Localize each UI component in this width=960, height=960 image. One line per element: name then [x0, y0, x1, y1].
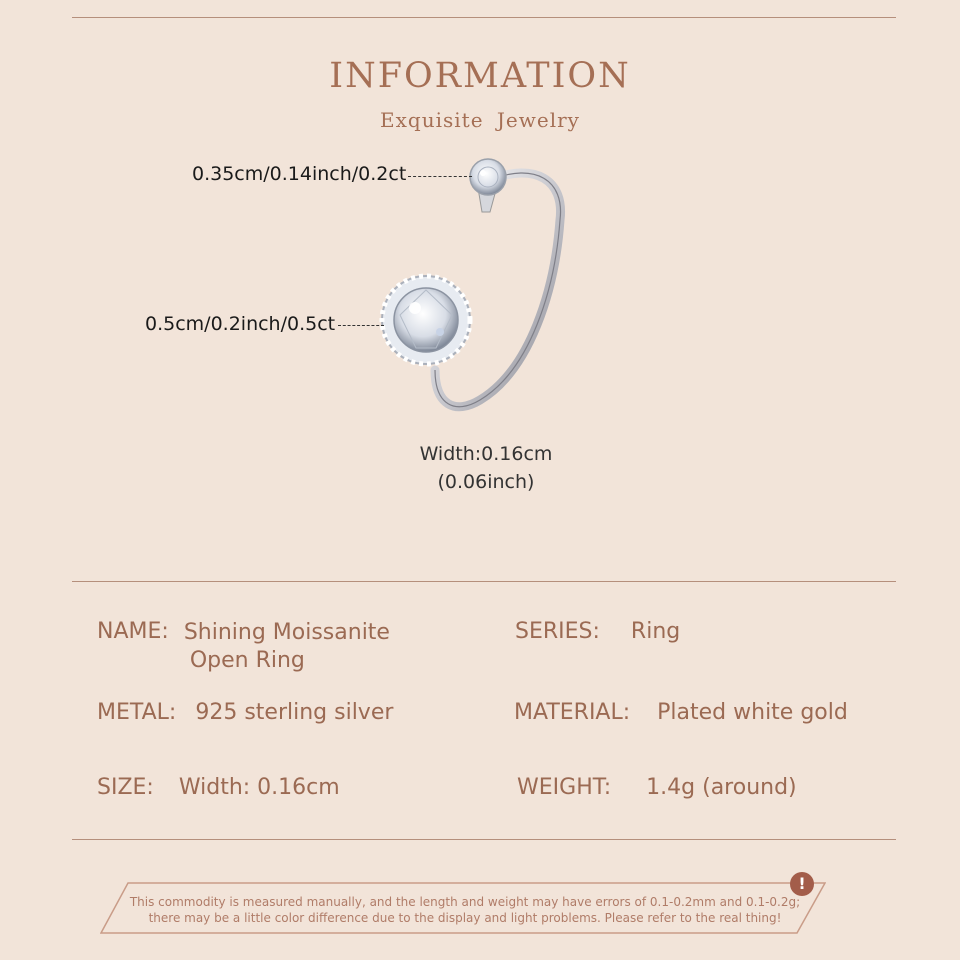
spec-weight — [517, 775, 797, 800]
spec-name-label: NAME: — [97, 619, 169, 644]
small-stone — [470, 159, 506, 212]
disclaimer-line2: there may be a little color difference due to the display and light problems. Please refer to the real thing! — [148, 911, 782, 925]
band-width-label: Width:0.16cm — [419, 443, 553, 465]
disclaimer-notice — [100, 882, 826, 934]
ring-image — [360, 150, 580, 425]
small-stone-dash-line — [408, 176, 472, 177]
disclaimer-line1: This commodity is measured manually, and the length and weight may have errors of 0.1-0.2mm and 0.1-0.2g; — [129, 895, 801, 909]
large-stone-dash-line — [338, 325, 384, 326]
disclaimer-text — [120, 894, 810, 926]
spec-name-value-line1: Shining Moissanite — [183, 620, 390, 645]
spec-size-value: Width: 0.16cm — [178, 775, 340, 800]
spec-weight-label: WEIGHT: — [517, 775, 612, 800]
spec-material-value: Plated white gold — [657, 700, 848, 725]
page-subtitle: Exquisite Jewelry — [380, 108, 580, 132]
spec-size — [97, 775, 340, 800]
spec-metal — [97, 700, 393, 725]
large-stone — [382, 276, 470, 364]
spec-metal-label: METAL: — [97, 700, 177, 725]
spec-series — [515, 619, 680, 644]
page-title: INFORMATION — [329, 56, 631, 96]
bottom-divider — [72, 839, 896, 840]
spec-material — [514, 700, 848, 725]
large-stone-size-label: 0.5cm/0.2inch/0.5ct — [145, 313, 336, 335]
spec-material-label: MATERIAL: — [514, 700, 631, 725]
spec-name — [97, 619, 390, 675]
small-stone-size-label: 0.35cm/0.14inch/0.2ct — [192, 163, 407, 185]
top-divider — [72, 17, 896, 18]
middle-divider — [72, 581, 896, 582]
spec-size-label: SIZE: — [97, 775, 154, 800]
spec-name-value — [184, 619, 390, 675]
spec-metal-value: 925 sterling silver — [195, 700, 394, 725]
spec-series-label: SERIES: — [515, 619, 600, 644]
band-width-note — [386, 440, 586, 496]
exclamation-icon: ! — [790, 872, 814, 896]
band-width-inch-label: (0.06inch) — [437, 471, 535, 493]
spec-name-value-line2: Open Ring — [189, 648, 305, 673]
spec-series-value: Ring — [630, 619, 681, 644]
spec-weight-value: 1.4g (around) — [646, 775, 797, 800]
